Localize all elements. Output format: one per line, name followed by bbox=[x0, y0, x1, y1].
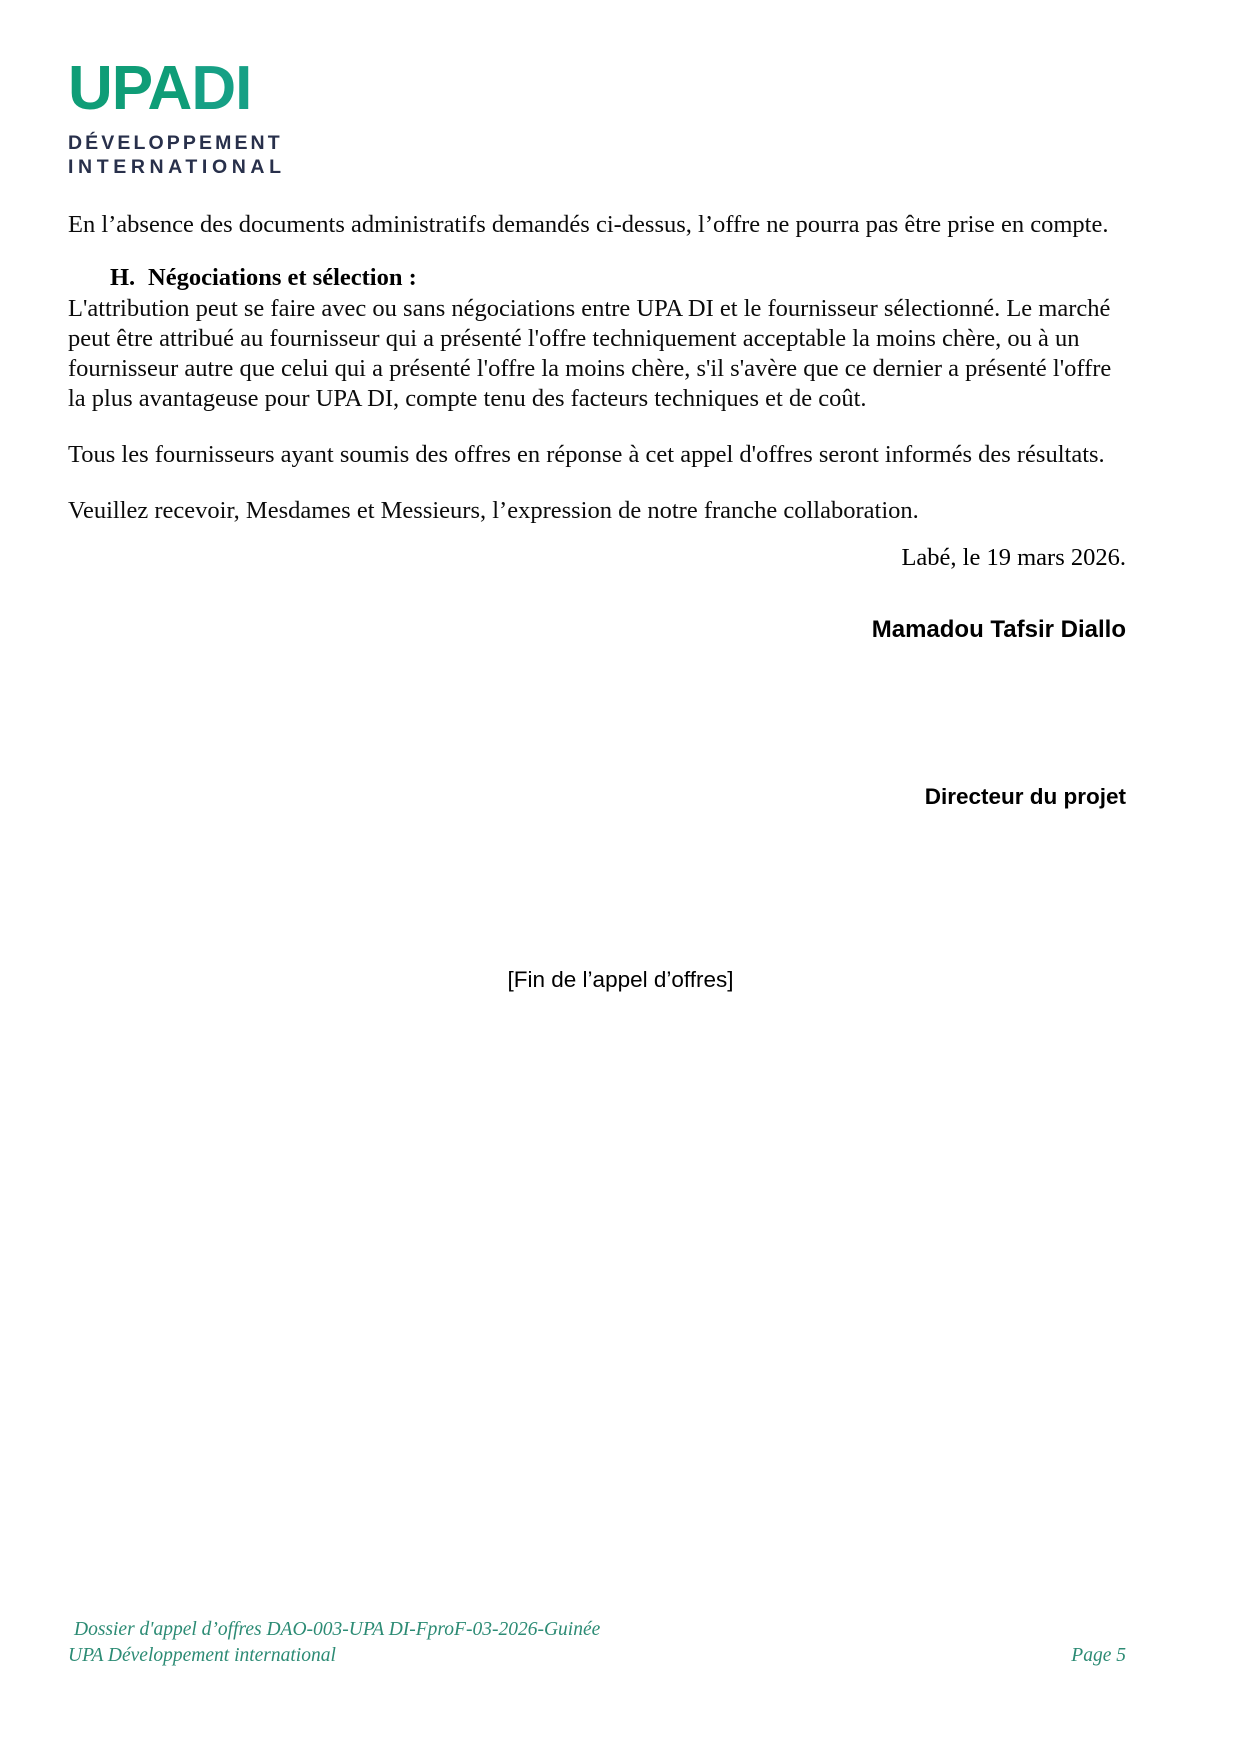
logo-subtitle-international: INTERNATIONAL bbox=[68, 156, 286, 178]
footer-page-number: Page 5 bbox=[1071, 1645, 1126, 1666]
document-body bbox=[68, 210, 1126, 526]
paragraph-intro: En l’absence des documents administratifs demandés ci-dessus, l’offre ne pourra pas être prise en compte. bbox=[68, 211, 1109, 238]
footer-organization: UPA Développement international bbox=[68, 1645, 336, 1666]
logo-wordmark bbox=[68, 54, 328, 123]
paragraph-informed: Tous les fournisseurs ayant soumis des offres en réponse à cet appel d'offres seront informés des résultats. bbox=[68, 441, 1105, 468]
section-heading-title: Négociations et sélection : bbox=[148, 264, 417, 291]
signer-name: Mamadou Tafsir Diallo bbox=[871, 616, 1126, 643]
upa-di-logo bbox=[68, 54, 328, 179]
spacer bbox=[68, 240, 1126, 262]
logo-subtitle-developpement: DÉVELOPPEMENT bbox=[68, 132, 283, 154]
logo-wordmark-di: DI bbox=[191, 54, 252, 123]
section-heading-negociations bbox=[110, 262, 1126, 294]
signer-title: Directeur du projet bbox=[924, 784, 1126, 809]
logo-wordmark-upa: UPA bbox=[68, 54, 192, 123]
page-footer bbox=[68, 1617, 1126, 1669]
spacer bbox=[68, 470, 1126, 496]
section-heading-letter: H. bbox=[110, 264, 136, 291]
place-and-date: Labé, le 19 mars 2026. bbox=[901, 544, 1126, 571]
end-of-tender-marker: [Fin de l’appel d’offres] bbox=[507, 967, 734, 992]
paragraph-attribution: L'attribution peut se faire avec ou sans négociations entre UPA DI et le fournisseur sélectionné. Le marché peut être attribué au fournisseur qui a présenté l'offre techniquement acceptable la moins chère, ou à un fournisseur autre que celui qui a présenté l'offre la moins chère, s'il s'avère que ce dernier a présenté l'offre la plus avantageuse pour UPA DI, compte tenu des facteurs techniques et de coût. bbox=[68, 295, 1112, 412]
paragraph-closing: Veuillez recevoir, Mesdames et Messieurs, l’expression de notre franche collaboration. bbox=[68, 497, 919, 524]
spacer bbox=[68, 414, 1126, 440]
footer-document-reference: Dossier d'appel d’offres DAO-003-UPA DI-FproF-03-2026-Guinée bbox=[74, 1619, 601, 1640]
